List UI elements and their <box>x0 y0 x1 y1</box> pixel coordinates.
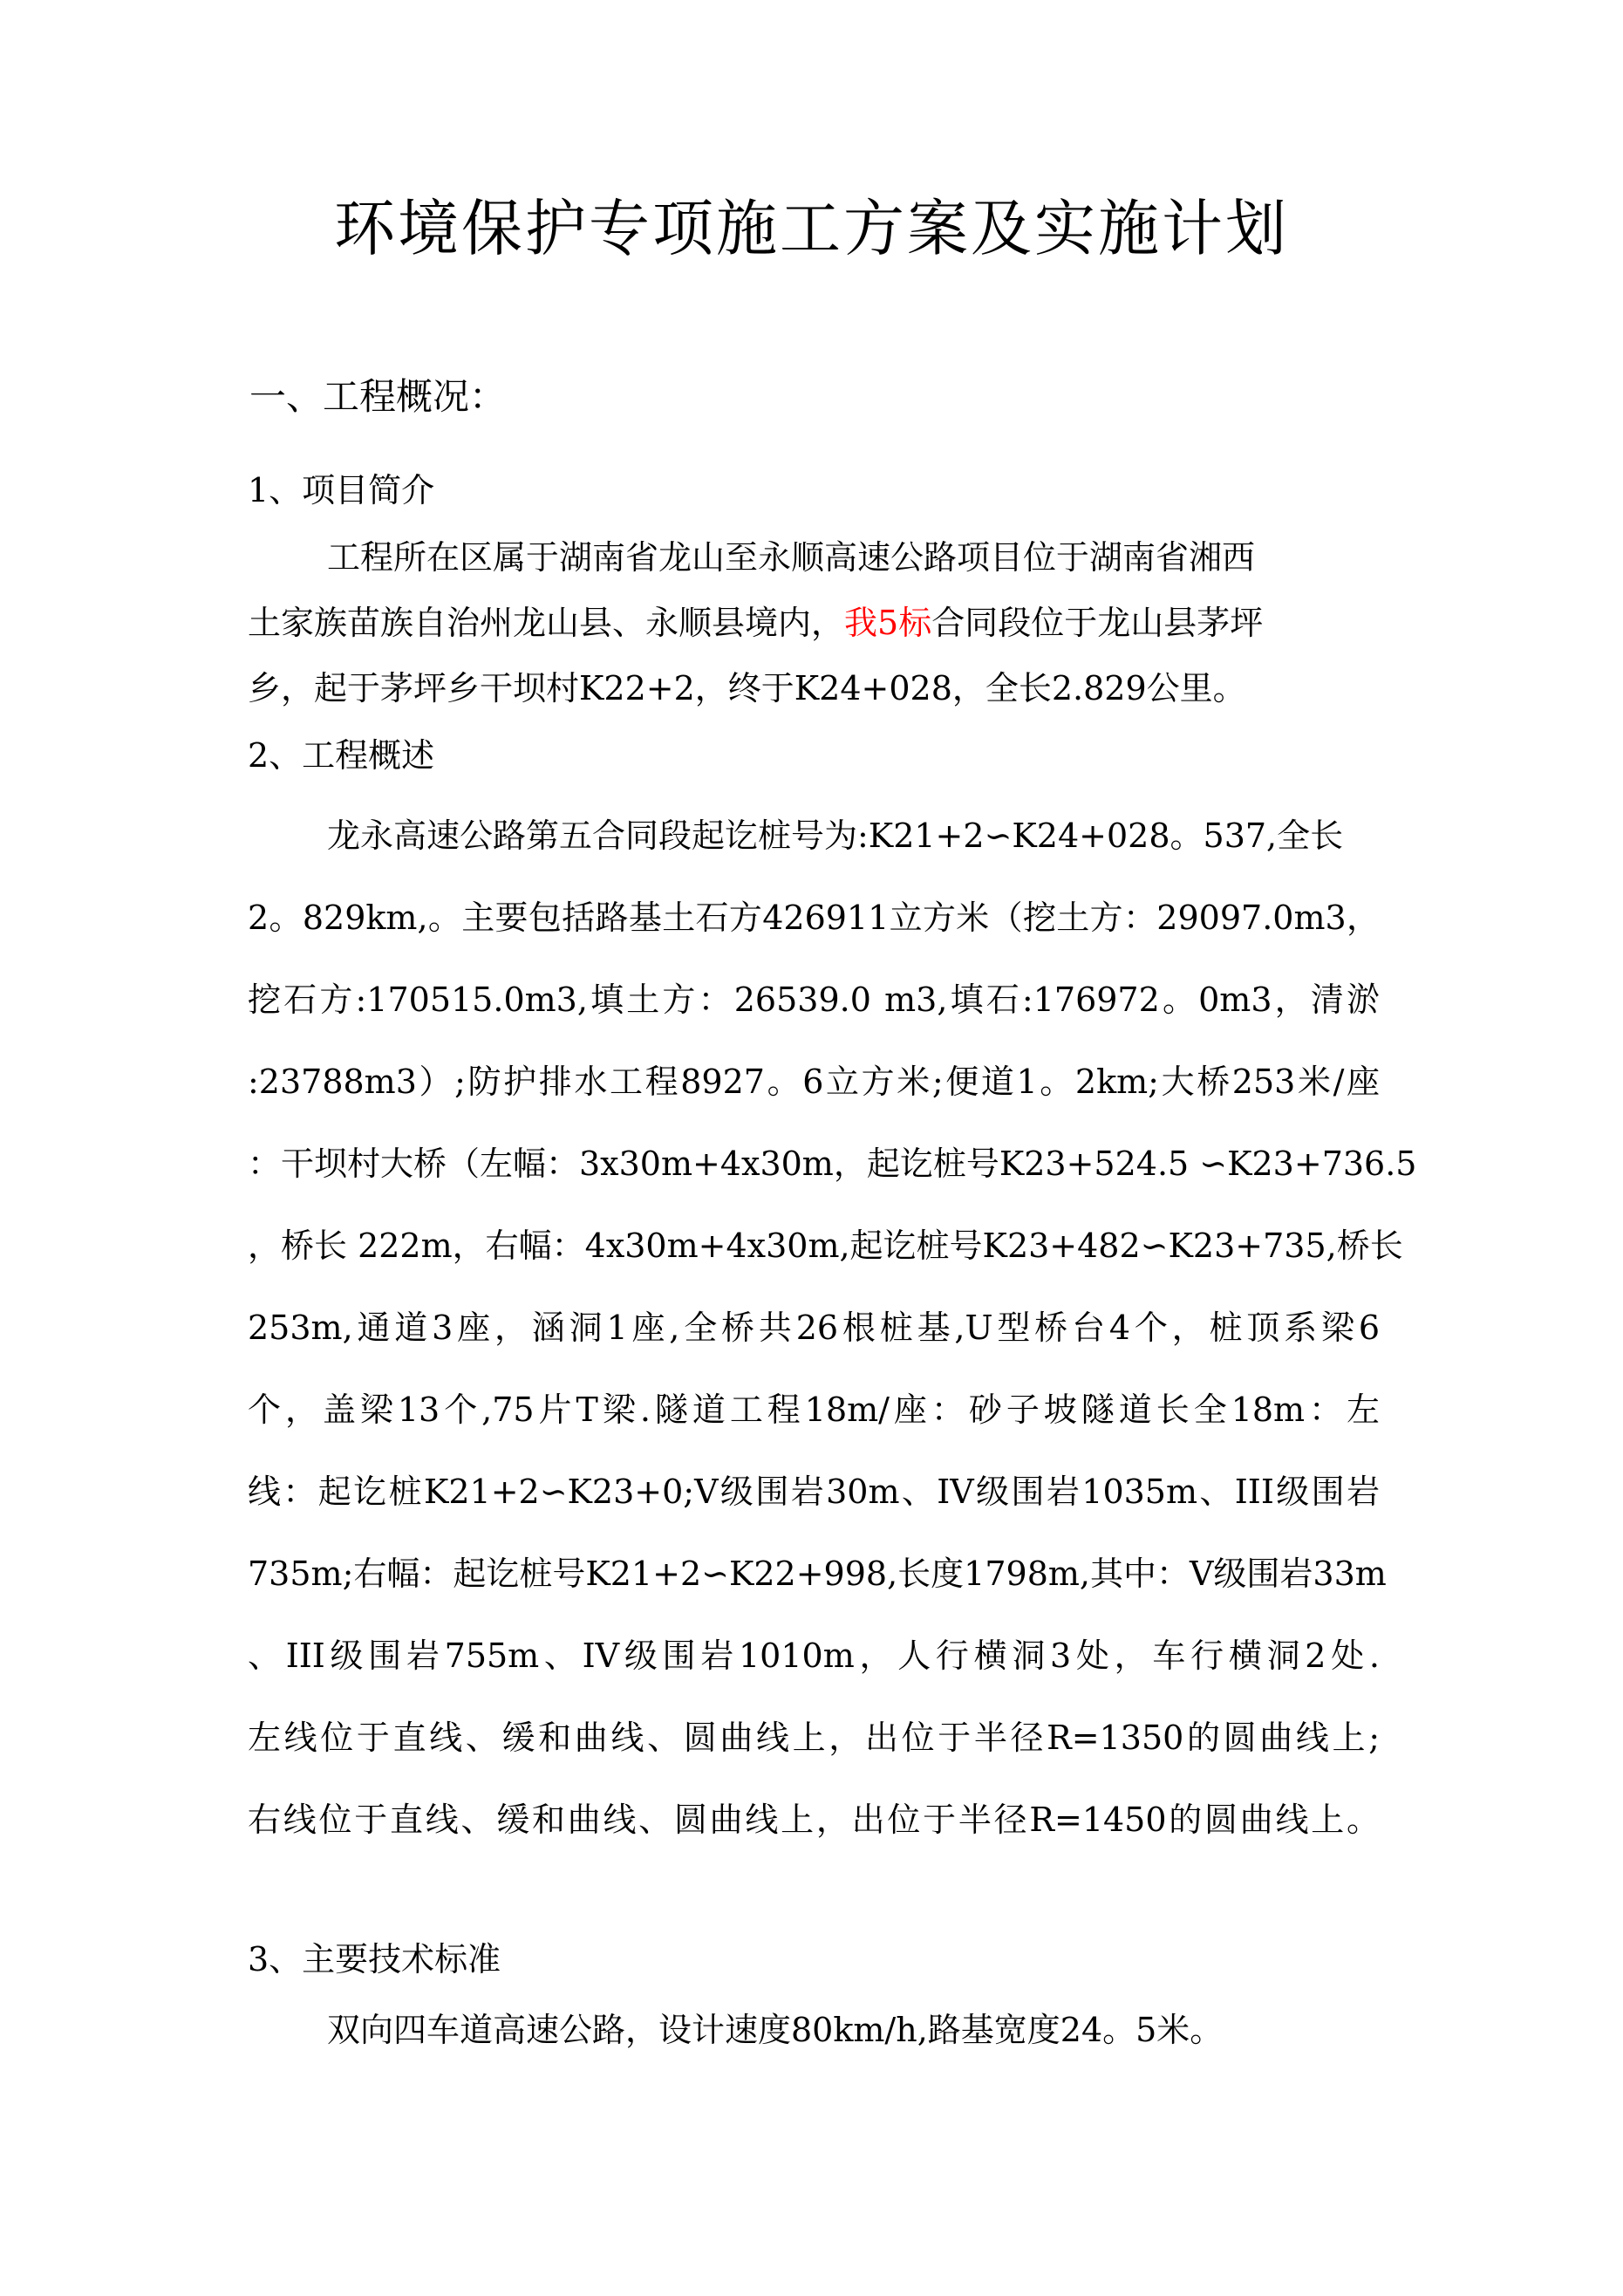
intro-line-2-pre: 土家族苗族自治州龙山县、永顺县境内， <box>248 604 845 642</box>
page-title: 环境保护专项施工方案及实施计划 <box>334 193 1289 264</box>
intro-line-2 <box>248 597 1263 649</box>
summary-line: ：干坝村大桥（左幅：3x30m+4x30m，起讫桩号K23+524.5 ∽K23+736.5 <box>248 1145 1417 1183</box>
intro-line-2-post: 合同段位于龙山县茅坪 <box>931 604 1264 642</box>
subsection-heading-summary: 2、工程概述 <box>248 736 435 775</box>
summary-line: 线：起讫桩K21+2∽K23+0;V级围岩30m、IV级围岩1035m、III级围岩 <box>248 1473 1380 1511</box>
summary-line: 2。829km,。主要包括路基土石方426911立方米（挖土方：29097.0m3， <box>248 899 1380 937</box>
standards-line: 双向四车道高速公路，设计速度80km/h,路基宽度24。5米。 <box>327 2011 1224 2049</box>
intro-line-1-text: 工程所在区属于湖南省龙山至永顺高速公路项目位于湖南省湘西 <box>327 538 1256 577</box>
summary-line: 右线位于直线、缓和曲线、圆曲线上，出位于半径R=1450的圆曲线上。 <box>248 1801 1380 1839</box>
summary-line: 253m,通道3座，涵洞1座,全桥共26根桩基,U型桥台4个，桩顶系梁6 <box>248 1309 1380 1347</box>
summary-line: ，桥长 222m，右幅：4x30m+4x30m,起讫桩号K23+482∽K23+735,桥长 <box>248 1227 1403 1265</box>
summary-line: 龙永高速公路第五合同段起讫桩号为:K21+2∽K24+028。537,全长 <box>327 817 1344 855</box>
summary-line: 735m;右幅：起讫桩号K21+2∽K22+998,长度1798m,其中：V级围岩33m <box>248 1555 1387 1593</box>
intro-line-2-highlight: 我5标 <box>844 604 932 642</box>
summary-line: 个，盖梁13个,75片T梁.隧道工程18m/座：砂子坡隧道长全18m：左 <box>248 1391 1380 1429</box>
subsection-heading-intro: 1、项目简介 <box>248 471 435 509</box>
section-heading-overview: 一、工程概况： <box>249 375 507 418</box>
intro-line-3 <box>248 662 1246 714</box>
summary-line: :23788m3）;防护排水工程8927。6立方米;便道1。2km;大桥253米/座 <box>248 1063 1380 1101</box>
summary-line: 挖石方:170515.0m3,填土方：26539.0 m3,填石:176972。0m3，清淤 <box>248 981 1380 1019</box>
intro-line-1 <box>327 531 1255 584</box>
summary-line: 、III级围岩755m、IV级围岩1010m，人行横洞3处，车行横洞2处. <box>248 1637 1380 1675</box>
intro-line-3-text: 乡，起于茅坪乡干坝村K22+2，终于K24+028，全长2.829公里。 <box>248 669 1246 707</box>
subsection-heading-standards: 3、主要技术标准 <box>248 1940 501 1978</box>
summary-line: 左线位于直线、缓和曲线、圆曲线上，出位于半径R=1350的圆曲线上; <box>248 1719 1380 1757</box>
